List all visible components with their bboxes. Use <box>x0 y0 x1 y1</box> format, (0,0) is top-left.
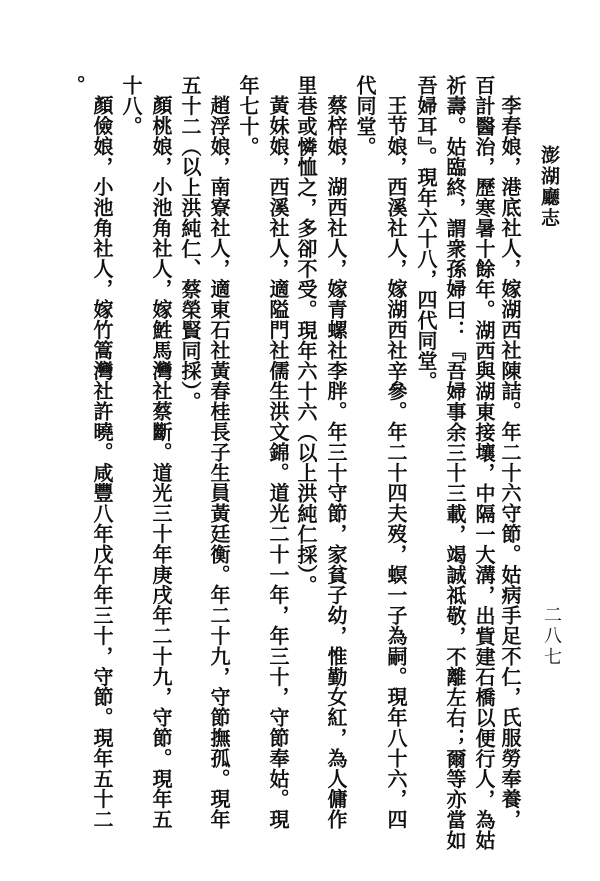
text-column: 百計醫治，歷寒暑十餘年。湖西與湖東接壤，中隔一大溝，出貲建石橋以便行人，為姑 <box>472 75 496 851</box>
text-column: 趙浮娘，南寮社人，適東石社黃春桂長子生員黃廷衡。年二十九，守節撫孤。現年 <box>207 95 231 830</box>
text-column: 顏儉娘，小池角社人，嫁竹篙灣社許曉。咸豐八年戊午年三十，守節。現年五十二 <box>90 95 114 830</box>
text-column: 代同堂。 <box>353 75 377 157</box>
text-column: 李春娘，港底社人，嫁湖西社陳詰。年二十六守節。姑病手足不仁，氏服勞奉養， <box>498 95 522 830</box>
text-column: 顏桃娘，小池角社人，嫁鮏馬灣社蔡斷。道光三十年庚戌年二十九，守節。現年五 <box>149 95 173 830</box>
text-column: 蔡梓娘，湖西社人，嫁青螺社李胖。年三十守節，家貧子幼，惟勤女紅，為人傭作 <box>324 95 348 830</box>
text-column: 。 <box>62 75 86 96</box>
running-title: 澎湖廳志 <box>538 145 560 229</box>
text-column: 祈壽。姑臨終，謂衆孫婦曰：『吾婦事余三十三載，竭誠祗敬，不離左右；爾等亦當如 <box>443 75 467 851</box>
text-column: 年七十。 <box>236 75 260 157</box>
text-column: 十八。 <box>119 75 143 137</box>
text-column: 里巷或憐恤之，多卻不受。現年六十六（以上洪純仁採）。 <box>294 75 318 596</box>
text-column: 吾婦耳』。現年六十八，四代同堂。 <box>414 75 438 392</box>
text-column: 五十二（以上洪純仁、蔡榮賢同採）。 <box>178 75 202 412</box>
text-column: 王节娘，西溪社人，嫁湖西社辛參。年二十四夫歿，螟一子為嗣。現年八十六，四 <box>384 95 408 830</box>
page-number: 二八七 <box>541 605 562 668</box>
text-column: 黃妹娘，西溪社人，適隘門社儒生洪文錦。道光二十一年，年三十，守節奉姑。現 <box>266 95 290 830</box>
